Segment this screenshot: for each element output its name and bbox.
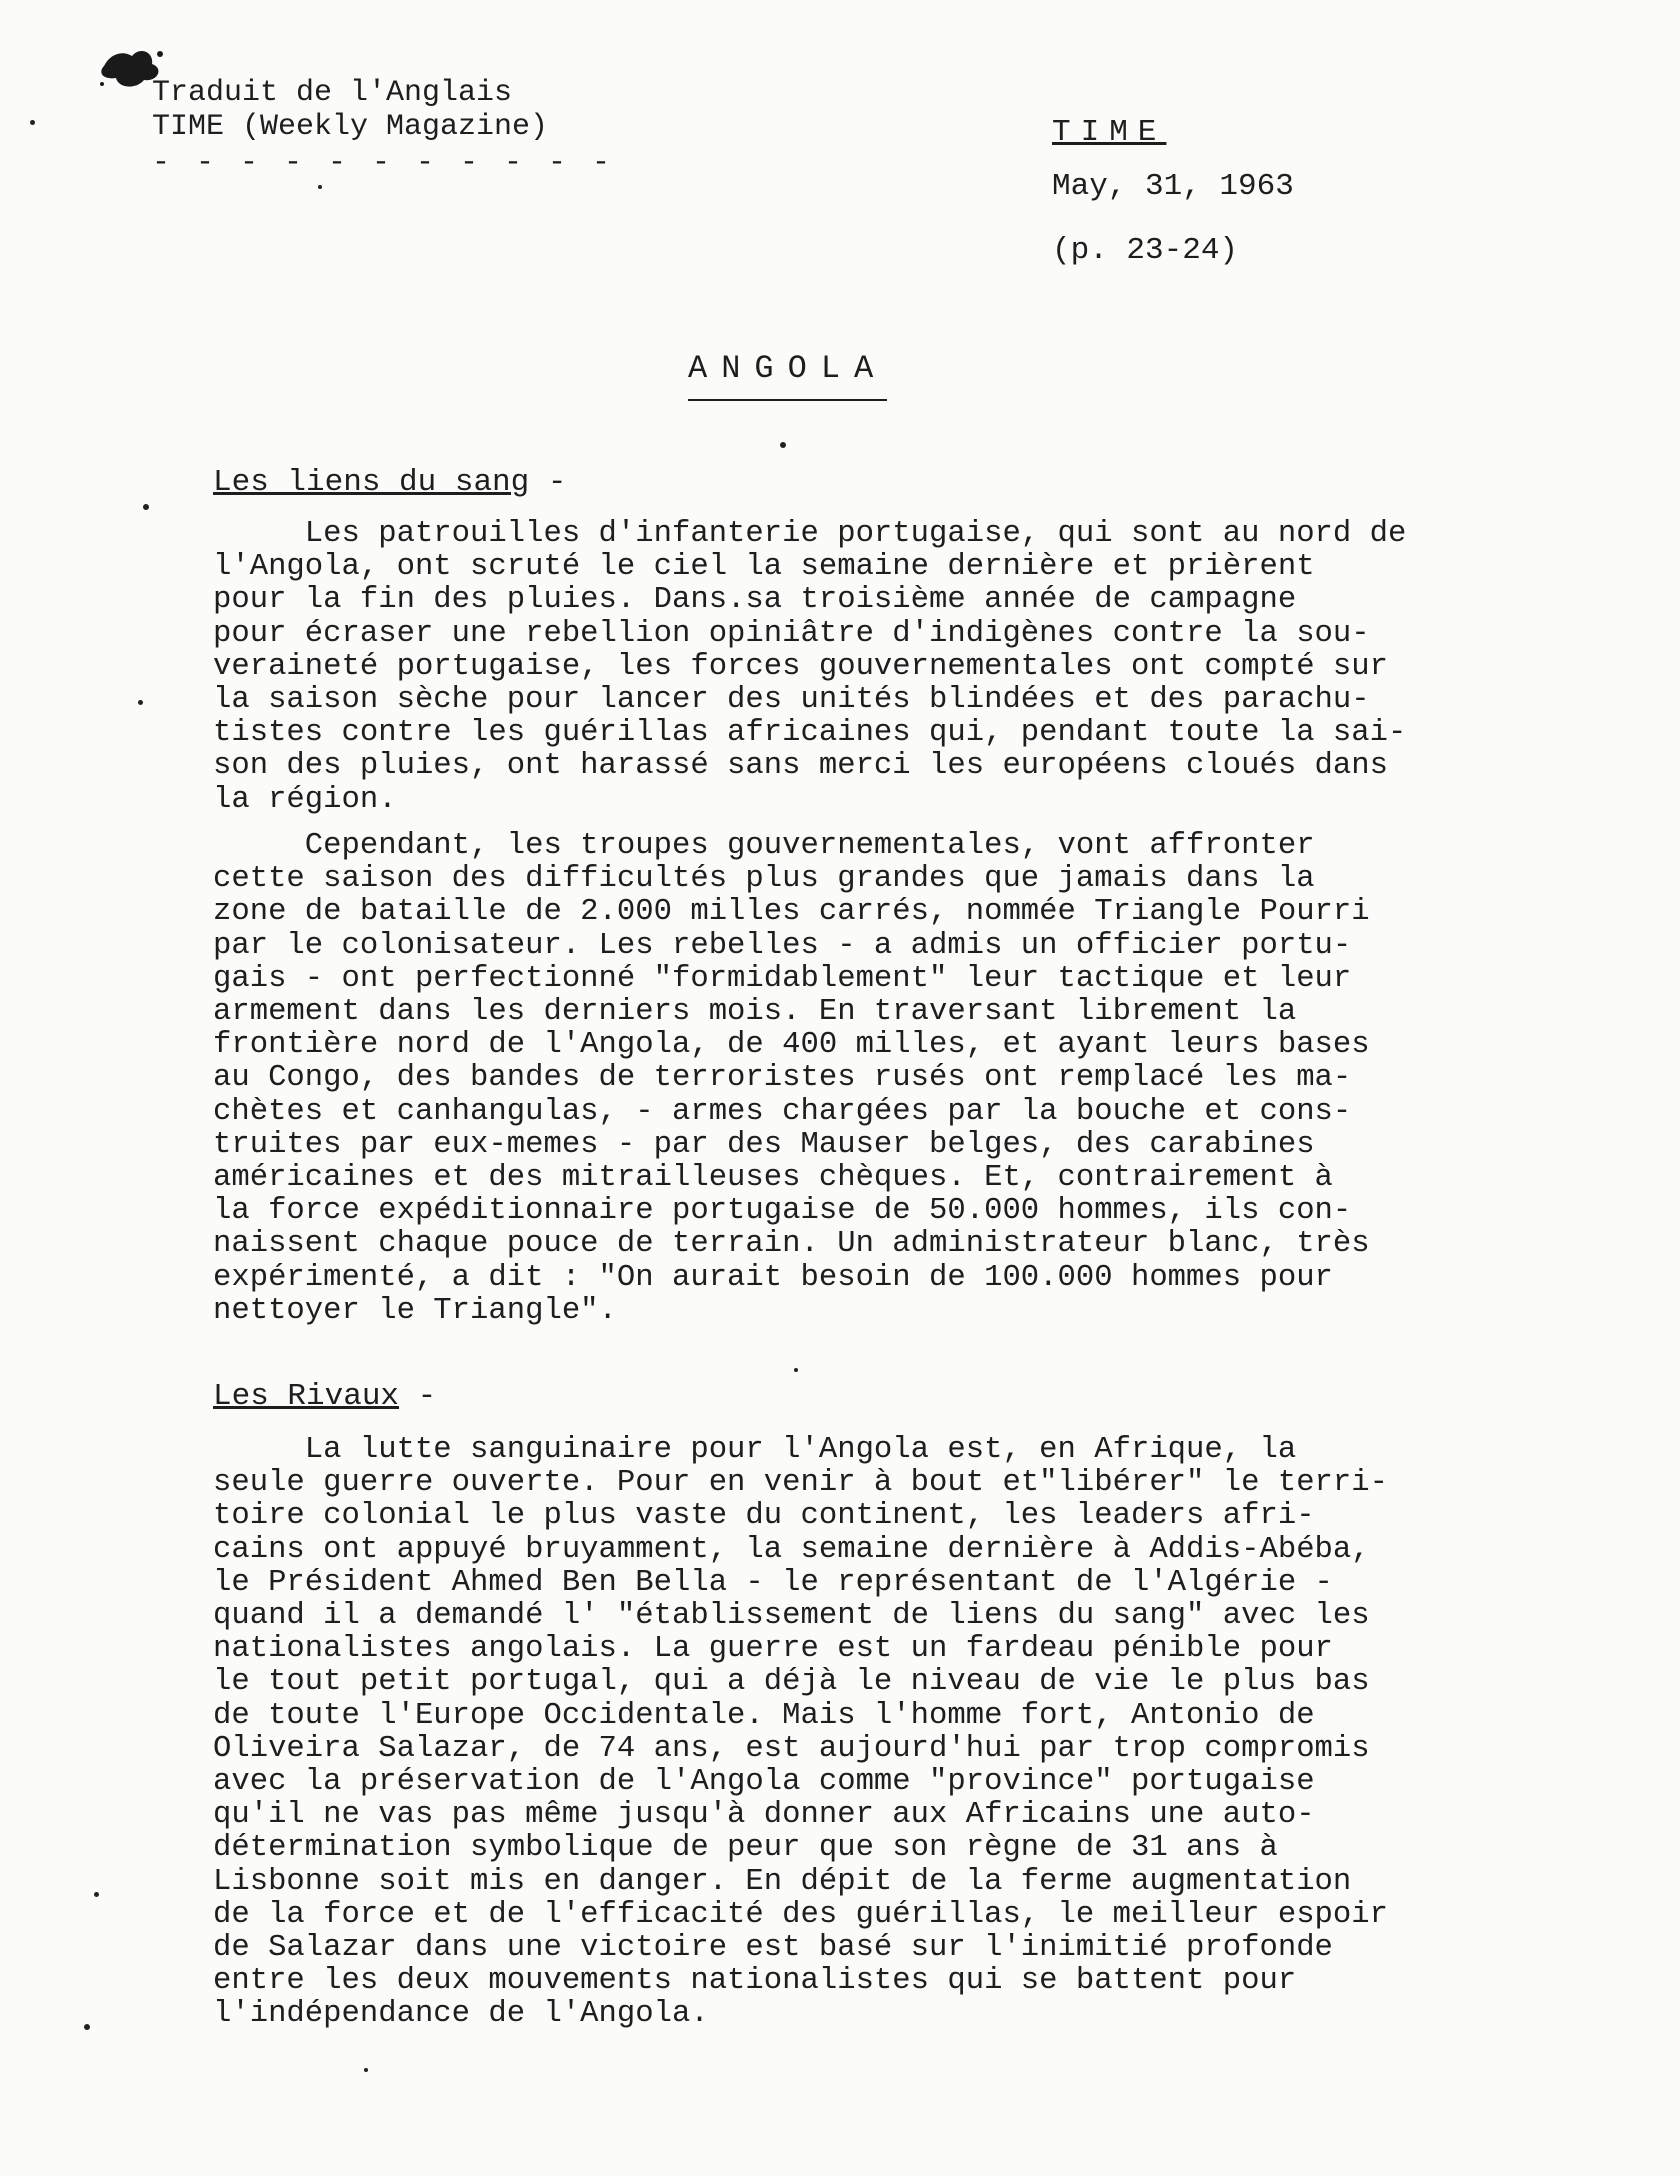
text-line: de toute l'Europe Occidentale. Mais l'homme fort, Antonio de xyxy=(213,1698,1315,1733)
paragraph xyxy=(213,1434,1513,2032)
text-line: armement dans les derniers mois. En traversant librement la xyxy=(213,995,1297,1030)
translation-note xyxy=(152,76,614,180)
text-line: nettoyer le Triangle". xyxy=(213,1293,617,1328)
text-line: pour écraser une rebellion opiniâtre d'indigènes contre la sou- xyxy=(213,616,1370,651)
text-line: cains ont appuyé bruyamment, la semaine dernière à Addis-Abéba, xyxy=(213,1532,1370,1567)
text-line: frontière nord de l'Angola, de 400 milles, et ayant leurs bases xyxy=(213,1028,1370,1063)
section-heading-text: Les liens du sang xyxy=(213,465,530,500)
text-line: nationalistes angolais. La guerre est un fardeau pénible pour xyxy=(213,1632,1333,1667)
text-line: expérimenté, a dit : "On aurait besoin de 100.000 hommes pour xyxy=(213,1260,1333,1295)
text-line: naissent chaque pouce de terrain. Un administrateur blanc, très xyxy=(213,1227,1370,1262)
text-line: la saison sèche pour lancer des unités blindées et des parachu- xyxy=(213,683,1370,718)
text-line: pour la fin des pluies. Dans.sa troisième année de campagne xyxy=(213,583,1297,618)
text-line: le Président Ahmed Ben Bella - le représentant de l'Algérie - xyxy=(213,1565,1333,1600)
text-line: zone de bataille de 2.000 milles carrés, nommée Triangle Pourri xyxy=(213,895,1370,930)
section-heading-dash: - xyxy=(529,465,567,500)
text-line: avec la préservation de l'Angola comme "province" portugaise xyxy=(213,1765,1315,1800)
speck xyxy=(318,185,322,189)
text-line: gais - ont perfectionné "formidablement" leur tactique et leur xyxy=(213,961,1352,996)
text-line: Oliveira Salazar, de 74 ans, est aujourd'hui par trop compromis xyxy=(213,1731,1370,1766)
text-line: détermination symbolique de peur que son règne de 31 ans à xyxy=(213,1831,1278,1866)
publication-info xyxy=(1052,116,1294,268)
text-line: au Congo, des bandes de terroristes rusés ont remplacé les ma- xyxy=(213,1061,1352,1096)
text-line: Cependant, les troupes gouvernementales, vont affronter xyxy=(213,829,1315,863)
text-line: tistes contre les guérillas africaines qui, pendant toute la sai- xyxy=(213,716,1407,751)
speck xyxy=(780,442,786,448)
text-line: l'indépendance de l'Angola. xyxy=(213,1997,709,2032)
speck xyxy=(84,2024,90,2030)
speck xyxy=(30,120,35,125)
translation-source-line: Traduit de l'Anglais xyxy=(152,76,513,110)
text-line: veraineté portugaise, les forces gouvernementales ont compté sur xyxy=(213,649,1388,684)
page-reference: (p. 23-24) xyxy=(1052,233,1239,268)
text-line: la force expéditionnaire portugaise de 50.000 hommes, ils con- xyxy=(213,1194,1352,1229)
speck xyxy=(364,2068,368,2072)
text-line: La lutte sanguinaire pour l'Angola est, en Afrique, la xyxy=(213,1433,1297,1467)
text-line: entre les deux mouvements nationalistes qui se battent pour xyxy=(213,1964,1297,1999)
speck xyxy=(794,1368,798,1372)
section-heading-dash: - xyxy=(399,1379,437,1414)
text-line: Les patrouilles d'infanterie portugaise, qui sont au nord de xyxy=(213,517,1407,551)
text-line: truites par eux-memes - par des Mauser belges, des carabines xyxy=(213,1127,1315,1162)
text-line: Lisbonne soit mis en danger. En dépit de la ferme augmentation xyxy=(213,1864,1352,1899)
text-line: américaines et des mitrailleuses chèques. Et, contrairement à xyxy=(213,1161,1333,1196)
section-heading-text: Les Rivaux xyxy=(213,1379,400,1414)
text-line: chètes et canhangulas, - armes chargées par la bouche et cons- xyxy=(213,1094,1352,1129)
text-line: de Salazar dans une victoire est basé sur l'inimitié profonde xyxy=(213,1931,1333,1966)
text-line: seule guerre ouverte. Pour en venir à bout et"libérer" le terri- xyxy=(213,1466,1388,1501)
speck xyxy=(138,700,143,705)
text-line: cette saison des difficultés plus grandes que jamais dans la xyxy=(213,862,1315,897)
text-line: par le colonisateur. Les rebelles - a admis un officier portu- xyxy=(213,928,1352,963)
text-line: de la force et de l'efficacité des guérillas, le meilleur espoir xyxy=(213,1897,1388,1932)
text-line: toire colonial le plus vaste du continent, les leaders afri- xyxy=(213,1499,1315,1534)
text-line: la région. xyxy=(213,782,397,817)
speck xyxy=(143,504,149,510)
section-heading-rivaux xyxy=(213,1380,436,1414)
paragraph xyxy=(213,518,1513,817)
paragraph xyxy=(213,830,1513,1328)
text-line: quand il a demandé l' "établissement de liens du sang" avec les xyxy=(213,1599,1370,1634)
dashed-rule: - - - - - - - - - - - xyxy=(152,146,615,180)
magazine-name: TIME xyxy=(1052,115,1167,150)
section-heading-liens-du-sang xyxy=(213,466,566,500)
article-title: ANGOLA xyxy=(688,350,887,401)
text-line: son des pluies, ont harassé sans merci les européens cloués dans xyxy=(213,749,1388,784)
text-line: qu'il ne vas pas même jusqu'à donner aux Africains une auto- xyxy=(213,1798,1315,1833)
speck xyxy=(94,1892,99,1897)
publication-date: May, 31, 1963 xyxy=(1052,169,1294,204)
text-line: le tout petit portugal, qui a déjà le niveau de vie le plus bas xyxy=(213,1665,1370,1700)
text-line: l'Angola, ont scruté le ciel la semaine dernière et prièrent xyxy=(213,550,1315,585)
translation-magazine-line: TIME (Weekly Magazine) xyxy=(152,110,549,144)
